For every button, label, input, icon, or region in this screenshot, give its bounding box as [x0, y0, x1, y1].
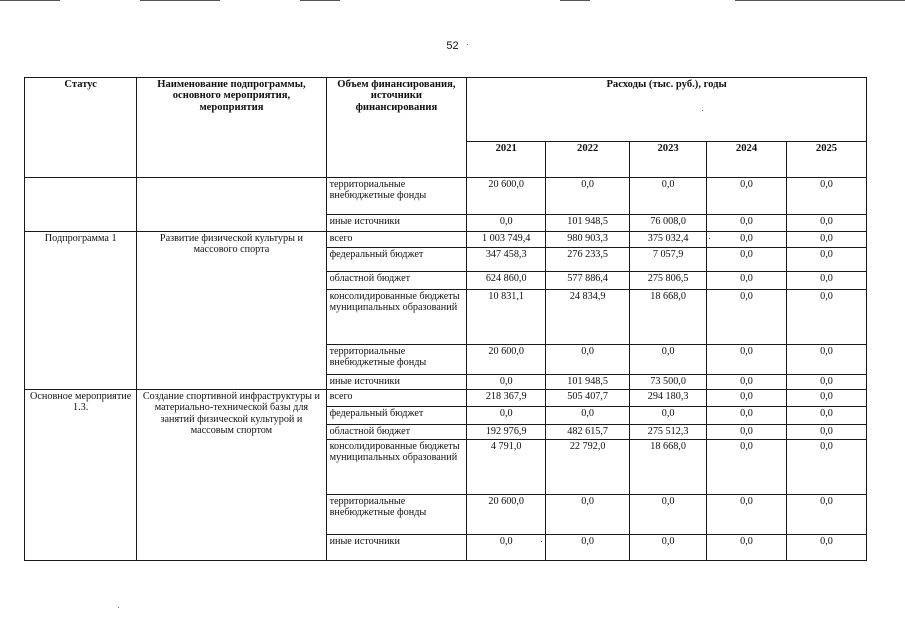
source-cell: территориальные внебюджетные фонды — [326, 345, 467, 375]
value-cell: 7 057,9 — [630, 248, 707, 272]
source-cell: территориальные внебюджетные фонды — [326, 178, 467, 215]
header-volume: Объем финансирования, источники финансирования — [326, 78, 467, 178]
value-cell: 22 792,0 — [546, 440, 630, 495]
year-header: 2025 — [786, 142, 866, 178]
value-cell: 0,0 — [546, 178, 630, 215]
name-cell — [137, 178, 326, 232]
value-cell: 0,0 — [630, 495, 707, 535]
value-cell: 24 834,9 — [546, 290, 630, 345]
value-cell: 101 948,5 — [546, 215, 630, 232]
value-cell: 101 948,5 — [546, 375, 630, 390]
source-cell: федеральный бюджет — [326, 248, 467, 272]
value-cell: 0,0 — [786, 290, 866, 345]
value-cell: 0,0 — [707, 425, 787, 440]
source-cell: консолидированные бюджеты муниципальных образований — [326, 290, 467, 345]
value-cell: 482 615,7 — [546, 425, 630, 440]
name-cell: Создание спортивной инфраструктуры и материально-технической базы для занятий физической культурой и массовым спортом — [137, 390, 326, 561]
value-cell: 275 512,3 — [630, 425, 707, 440]
value-cell: 10 831,1 — [467, 290, 546, 345]
value-cell: 577 886,4 — [546, 272, 630, 290]
page-number: 52 — [446, 40, 459, 52]
year-header: 2024 — [707, 142, 787, 178]
value-cell: 0,0 — [546, 495, 630, 535]
value-cell: 0,0 — [630, 535, 707, 561]
source-cell: областной бюджет — [326, 272, 467, 290]
status-cell: Подпрограмма 1 — [25, 232, 137, 390]
value-cell: 0,0 — [630, 178, 707, 215]
year-header: 2023 — [630, 142, 707, 178]
source-cell: иные источники — [326, 375, 467, 390]
value-cell: 980 903,3 — [546, 232, 630, 248]
scan-speck — [118, 607, 119, 608]
header-status: Статус — [25, 78, 137, 178]
value-cell: 505 407,7 — [546, 390, 630, 407]
value-cell: 0,0 — [630, 407, 707, 425]
year-header: 2021 — [467, 142, 546, 178]
scan-speck — [702, 110, 703, 111]
value-cell: 0,0 — [786, 248, 866, 272]
table-row — [25, 178, 867, 215]
value-cell: 76 008,0 — [630, 215, 707, 232]
value-cell: 0,0 — [707, 178, 787, 215]
value-cell: 18 668,0 — [630, 290, 707, 345]
value-cell: 0,0 — [467, 215, 546, 232]
value-cell: 624 860,0 — [467, 272, 546, 290]
value-cell: 276 233,5 — [546, 248, 630, 272]
value-cell: 0,0 — [467, 535, 546, 561]
year-header: 2022 — [546, 142, 630, 178]
value-cell: 0,0 — [786, 345, 866, 375]
value-cell: 0,0 — [707, 390, 787, 407]
source-cell: иные источники — [326, 215, 467, 232]
value-cell: 0,0 — [786, 390, 866, 407]
value-cell: 0,0 — [707, 232, 787, 248]
value-cell: 0,0 — [707, 535, 787, 561]
value-cell: 0,0 — [786, 215, 866, 232]
status-cell — [25, 178, 137, 232]
value-cell: 0,0 — [707, 345, 787, 375]
source-cell: всего — [326, 232, 467, 248]
value-cell: 0,0 — [707, 215, 787, 232]
scan-speck — [467, 44, 468, 45]
value-cell: 0,0 — [546, 407, 630, 425]
header-expenses: Расходы (тыс. руб.), годы — [467, 78, 867, 142]
value-cell: 0,0 — [546, 535, 630, 561]
table-row — [25, 390, 867, 407]
value-cell: 347 458,3 — [467, 248, 546, 272]
value-cell: 294 180,3 — [630, 390, 707, 407]
source-cell: территориальные внебюджетные фонды — [326, 495, 467, 535]
value-cell: 0,0 — [707, 495, 787, 535]
status-cell: Основное мероприятие 1.3. — [25, 390, 137, 561]
value-cell: 0,0 — [467, 407, 546, 425]
value-cell: 0,0 — [786, 425, 866, 440]
source-cell: областной бюджет — [326, 425, 467, 440]
value-cell: 0,0 — [707, 290, 787, 345]
value-cell: 4 791,0 — [467, 440, 546, 495]
value-cell: 73 500,0 — [630, 375, 707, 390]
value-cell: 0,0 — [707, 440, 787, 495]
scan-speck — [541, 541, 542, 542]
value-cell: 0,0 — [707, 375, 787, 390]
value-cell: 20 600,0 — [467, 495, 546, 535]
value-cell: 0,0 — [786, 440, 866, 495]
value-cell: 0,0 — [467, 375, 546, 390]
value-cell: 0,0 — [786, 178, 866, 215]
value-cell: 1 003 749,4 — [467, 232, 546, 248]
page-top-edge — [0, 0, 905, 3]
value-cell: 0,0 — [707, 248, 787, 272]
table-row — [25, 232, 867, 248]
value-cell: 0,0 — [786, 407, 866, 425]
budget-table — [24, 77, 867, 561]
source-cell: консолидированные бюджеты муниципальных образований — [326, 440, 467, 495]
source-cell: иные источники — [326, 535, 467, 561]
source-cell: федеральный бюджет — [326, 407, 467, 425]
value-cell: 18 668,0 — [630, 440, 707, 495]
scan-speck — [709, 238, 710, 239]
value-cell: 0,0 — [786, 535, 866, 561]
value-cell: 275 806,5 — [630, 272, 707, 290]
value-cell: 20 600,0 — [467, 345, 546, 375]
value-cell: 0,0 — [546, 345, 630, 375]
value-cell: 0,0 — [707, 272, 787, 290]
value-cell: 0,0 — [786, 375, 866, 390]
value-cell: 192 976,9 — [467, 425, 546, 440]
value-cell: 0,0 — [786, 232, 866, 248]
value-cell: 0,0 — [707, 407, 787, 425]
value-cell: 0,0 — [786, 272, 866, 290]
name-cell: Развитие физической культуры и массового спорта — [137, 232, 326, 390]
value-cell: 375 032,4 — [630, 232, 707, 248]
value-cell: 0,0 — [786, 495, 866, 535]
source-cell: всего — [326, 390, 467, 407]
value-cell: 218 367,9 — [467, 390, 546, 407]
header-name: Наименование подпрограммы, основного мероприятия, мероприятия — [137, 78, 326, 178]
value-cell: 0,0 — [630, 345, 707, 375]
value-cell: 20 600,0 — [467, 178, 546, 215]
table-body — [25, 178, 867, 561]
